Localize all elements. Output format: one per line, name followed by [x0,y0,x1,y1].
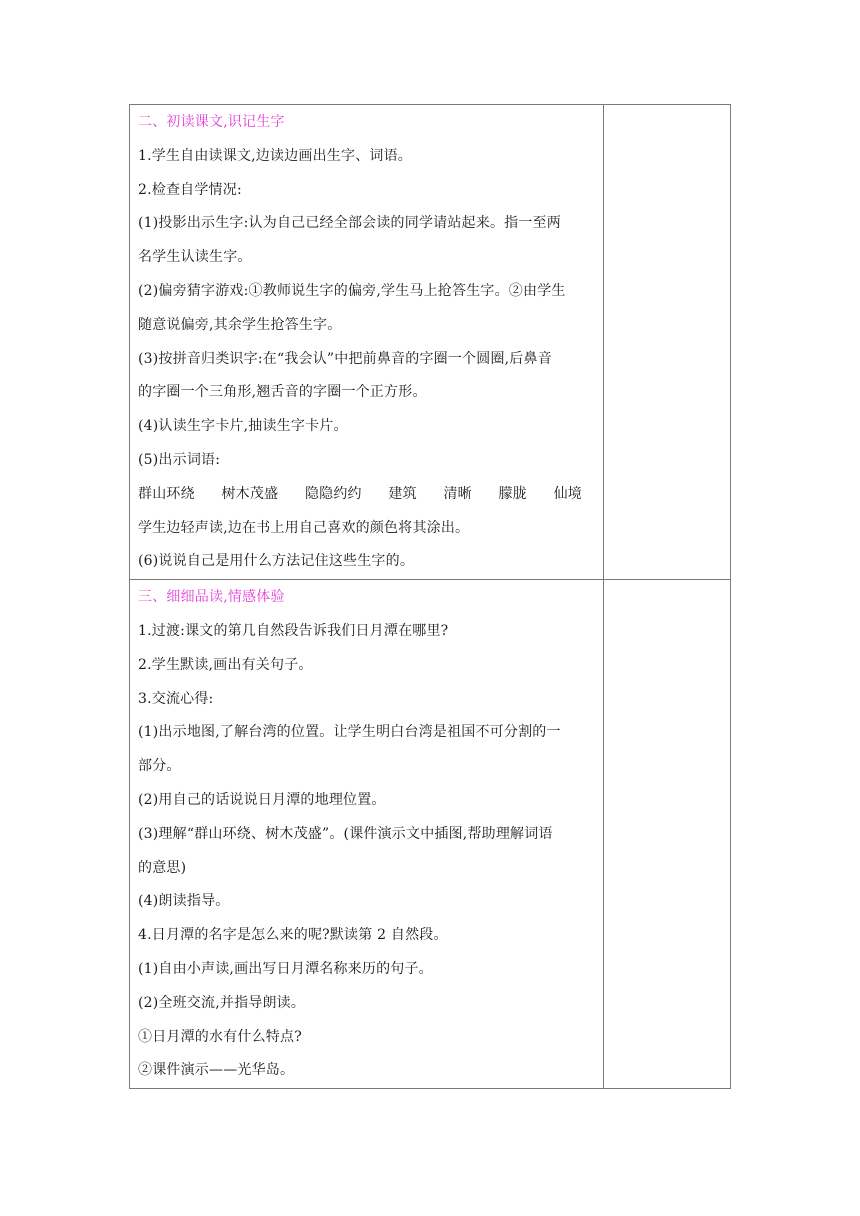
vocabulary-word: 朦胧 [498,485,527,502]
text-line: (1)投影出示生字:认为自己已经全部会读的同学请站起来。指一至两 [138,215,561,232]
text-line: ①日月潭的水有什么特点? [138,1028,302,1045]
text-line: (4)认读生字卡片,抽读生字卡片。 [138,418,348,435]
vocabulary-word: 树木茂盛 [221,485,279,502]
vocabulary-word: 隐隐约约 [304,485,362,502]
text-line: ②课件演示——光华岛。 [138,1062,295,1079]
section-content-cell [130,105,604,580]
text-line: (2)偏旁猜字游戏:①教师说生字的偏旁,学生马上抢答生字。②由学生 [138,282,566,299]
lesson-plan-table [129,104,731,1089]
text-line: 1.学生自由读课文,边读边画出生字、词语。 [138,147,413,164]
text-line: 2.检查自学情况: [138,181,242,198]
text-line: 随意说偏旁,其余学生抢答生字。 [138,316,342,333]
text-line: (2)全班交流,并指导朗读。 [138,994,306,1011]
vocabulary-word: 群山环绕 [138,485,195,502]
text-line: 1.过渡:课文的第几自然段告诉我们日月潭在哪里? [138,622,449,639]
section-heading: 三、细细品读,情感体验 [138,589,285,606]
text-line: (3)按拼音归类识字:在“我会认”中把前鼻音的字圈一个圆圈,后鼻音 [138,350,552,367]
vocabulary-word: 建筑 [388,485,417,502]
text-line: 的字圈一个三角形,翘舌音的字圈一个正方形。 [138,384,427,401]
text-line: 学生边轻声读,边在书上用自己喜欢的颜色将其涂出。 [138,519,470,536]
text-line: (2)用自己的话说说日月潭的地理位置。 [138,791,386,808]
text-line: (6)说说自己是用什么方法记住这些生字的。 [138,553,415,570]
text-line: 4.日月潭的名字是怎么来的呢?默读第 2 自然段。 [138,927,448,944]
vocabulary-word: 清晰 [443,485,472,502]
section-content-cell [130,580,604,1089]
text-line: 的意思) [138,859,187,876]
text-line: 2.学生默读,画出有关句子。 [138,656,313,673]
text-line: 名学生认读生字。 [138,249,252,266]
notes-cell [603,105,730,580]
text-line: (4)朗读指导。 [138,893,230,910]
text-line: (3)理解“群山环绕、树木茂盛”。(课件演示文中插图,帮助理解词语 [138,825,553,842]
section-heading: 二、初读课文,识记生字 [138,114,285,130]
section-row-3 [130,580,731,1089]
notes-cell [603,580,730,1089]
text-line: (1)出示地图,了解台湾的位置。让学生明白台湾是祖国不可分割的一 [138,724,561,741]
section-row-2 [130,105,731,580]
text-line: (1)自由小声读,画出写日月潭名称来历的句子。 [138,960,433,977]
text-line: 3.交流心得: [138,690,214,707]
vocabulary-list [138,478,599,512]
text-line: 部分。 [138,758,181,775]
vocabulary-word: 仙境 [553,485,582,502]
text-line: (5)出示词语: [138,451,221,468]
